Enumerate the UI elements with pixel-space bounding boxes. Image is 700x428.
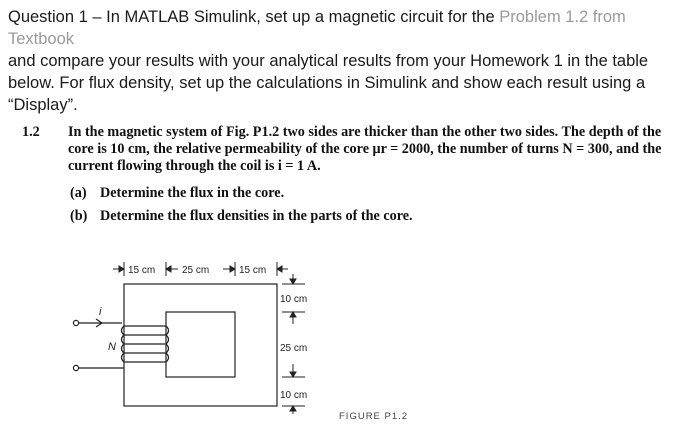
question-line-1: Question 1 – In MATLAB Simulink, set up a magnetic circuit for the Problem 1.2 from Textbook [8,8,626,48]
coil-leads [73,319,124,371]
part-a-label: (a) [70,185,87,201]
problem-line-3: current flowing through the coil is i = 1 A. [68,158,321,174]
part-a-text: Determine the flux in the core. [100,185,285,201]
turns-label: N [108,341,116,353]
figure-caption: FIGURE P1.2 [339,411,409,422]
current-label: i [99,306,102,318]
question-line-3: below. For flux density, set up the calculations in Simulink and show each result using a [8,74,646,92]
dim-center-label: 25 cm [280,343,308,354]
problem-line-2: core is 10 cm, the relative permeability of the core μr = 2000, the number of turns N = 300, and the [68,141,662,157]
problem-line-1: In the magnetic system of Fig. P1.2 two sides are thicker than the other two sides. The depth of the [68,124,662,140]
problem-number: 1.2 [22,124,40,140]
part-b-label: (b) [70,208,88,224]
dim-right-label: 15 cm [239,265,267,276]
dim-top-label: 10 cm [280,294,308,305]
part-b-text: Determine the flux densities in the parts of the core. [100,208,413,224]
dim-bottom-label: 10 cm [280,390,308,401]
core-outer-outline [124,284,277,406]
faded-reference: Problem 1.2 from Textbook [8,8,626,48]
question-line-2: and compare your results with your analytical results from your Homework 1 in the table [8,52,649,70]
dim-left-label: 15 cm [128,265,156,276]
dim-middle-label: 25 cm [182,265,210,276]
core-window [166,312,235,377]
question-line-4: “Display”. [8,96,78,114]
coil [122,326,169,362]
